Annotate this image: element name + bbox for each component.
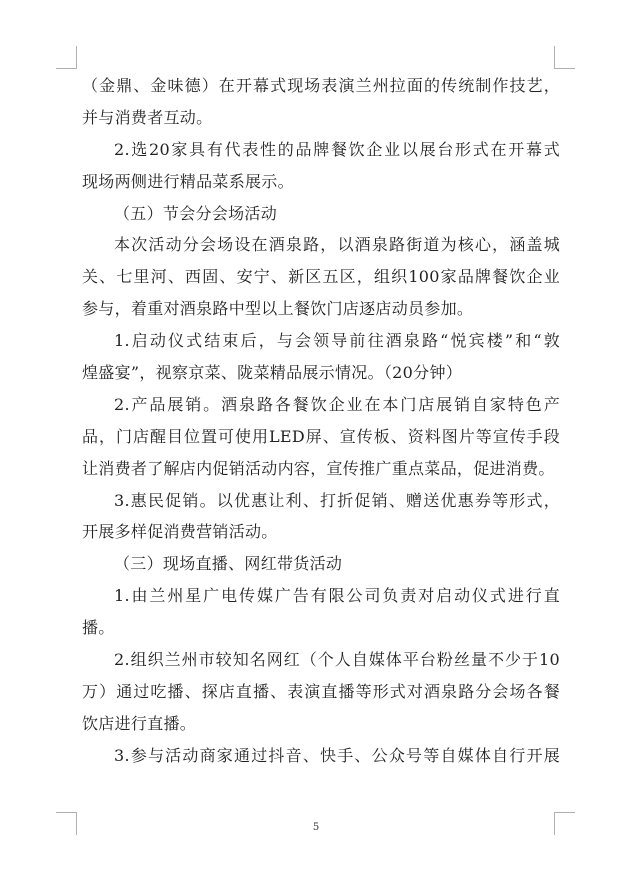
- text-line: 品，门店醒目位置可使用LED屏、宣传板、资料图片等宣传手段: [82, 426, 560, 446]
- text-line: 本次活动分会场设在酒泉路，以酒泉路街道为核心，涵盖城: [114, 235, 560, 255]
- crop-mark-top-left: [56, 46, 77, 69]
- text-line: 现场两侧进行精品菜系展示。: [82, 171, 294, 191]
- text-line: 并与消费者互动。: [82, 107, 213, 127]
- text-line: 开展多样促消费营销活动。: [82, 522, 278, 542]
- text-line: 关、七里河、西固、安宁、新区五区，组织100家品牌餐饮企业: [82, 267, 560, 287]
- text-line: 2.产品展销。酒泉路各餐饮企业在本门店展销自家特色产: [114, 394, 560, 414]
- text-line: 1.启动仪式结束后，与会领导前往酒泉路“悦宾楼”和“敦: [114, 331, 560, 351]
- crop-mark-top-right: [554, 46, 575, 69]
- page-number: 5: [312, 822, 320, 833]
- text-line: 让消费者了解店内促销活动内容，宣传推广重点菜品，促进消费。: [82, 458, 555, 478]
- text-line: 饮店进行直播。: [82, 713, 197, 733]
- text-line: 1.由兰州星广电传媒广告有限公司负责对启动仪式进行直: [114, 586, 560, 606]
- text-line: 万）通过吃播、探店直播、表演直播等形式对酒泉路分会场各餐: [82, 681, 560, 701]
- text-line: 3.参与活动商家通过抖音、快手、公众号等自媒体自行开展: [114, 745, 560, 765]
- document-body: [82, 70, 560, 772]
- text-line: 参与，着重对酒泉路中型以上餐饮门店逐店动员参加。: [82, 299, 474, 319]
- text-line: （五）节会分会场活动: [114, 203, 278, 223]
- text-line: （金鼎、金味德）在开幕式现场表演兰州拉面的传统制作技艺，: [82, 76, 560, 95]
- text-line: 3.惠民促销。以优惠让利、打折促销、赠送优惠券等形式，: [114, 490, 560, 510]
- text-line: 煌盛宴”，视察京菜、陇菜精品展示情况。（20分钟）: [82, 363, 463, 383]
- text-line: 播。: [82, 618, 115, 638]
- text-line: 2.选20家具有代表性的品牌餐饮企业以展台形式在开幕式: [114, 139, 560, 159]
- text-line: 2.组织兰州市较知名网红（个人自媒体平台粉丝量不少于10: [114, 650, 560, 670]
- text-line: （三）现场直播、网红带货活动: [114, 554, 343, 574]
